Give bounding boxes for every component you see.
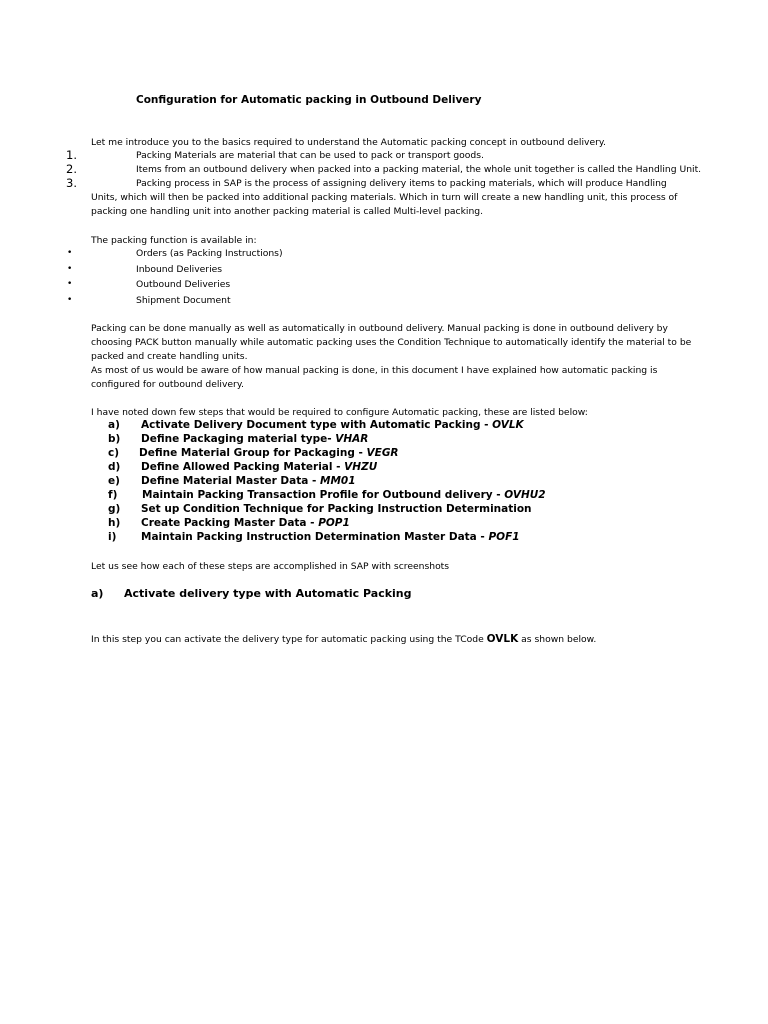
step-item — [141, 503, 532, 515]
step-tcode: VEGR — [366, 447, 399, 459]
step-tcode: OVLK — [492, 419, 524, 431]
paragraph-line: choosing PACK button manually while automatic packing uses the Condition Technique to automatically identify the material to be — [91, 337, 692, 348]
step-item — [142, 489, 546, 501]
step-a-description — [91, 632, 596, 647]
step-tcode: OVHU2 — [504, 489, 546, 501]
step-text: Set up Condition Technique for Packing Instruction Determination — [141, 503, 532, 515]
bullet-icon: • — [67, 295, 73, 305]
step-text: Define Material Master Data - — [141, 475, 320, 487]
intro-paragraph: Let me introduce you to the basics required to understand the Automatic packing concept in outbound delivery. — [91, 137, 606, 148]
step-label: e) — [108, 475, 120, 487]
step-label: c) — [108, 447, 120, 459]
step-a-text: In this step you can activate the delivery type for automatic packing using the TCode — [91, 634, 487, 645]
list-marker: 2. — [66, 162, 77, 176]
list-item: Packing process in SAP is the process of assigning delivery items to packing materials, which will produce Handling — [136, 178, 667, 189]
packing-function-intro: The packing function is available in: — [91, 235, 257, 246]
step-item — [141, 419, 524, 431]
screens-intro: Let us see how each of these steps are accomplished in SAP with screenshots — [91, 561, 450, 572]
list-item-continuation: packing one handling unit into another packing material is called Multi-level packing. — [91, 206, 484, 217]
step-tcode: POP1 — [318, 517, 350, 529]
bullet-icon: • — [67, 279, 73, 289]
list-item-continuation: Units, which will then be packed into additional packing materials. Which in turn will create a new handling unit, this process of — [91, 192, 678, 203]
paragraph-line: Packing can be done manually as well as automatically in outbound delivery. Manual packing is done in outbound delivery by — [91, 323, 668, 334]
step-text: Create Packing Master Data - — [141, 517, 319, 529]
step-a-tcode: OVLK — [486, 633, 519, 645]
step-label: f) — [108, 489, 118, 501]
step-text: Activate Delivery Document type with Automatic Packing - — [141, 419, 493, 431]
step-label: d) — [108, 461, 121, 473]
list-marker: 1. — [66, 148, 77, 162]
step-text: Maintain Packing Transaction Profile for Outbound delivery - — [142, 489, 505, 501]
step-text: Define Packaging material type- — [141, 433, 336, 445]
document-title: Configuration for Automatic packing in Outbound Delivery — [136, 94, 482, 106]
paragraph-line: packed and create handling units. — [91, 351, 248, 362]
step-a-text-end: as shown below. — [518, 634, 597, 645]
steps-intro: I have noted down few steps that would be required to configure Automatic packing, these are listed below: — [91, 407, 588, 418]
bullet-icon: • — [67, 248, 73, 258]
step-tcode: VHZU — [344, 461, 378, 473]
step-item — [141, 517, 350, 529]
step-label: a) — [108, 419, 120, 431]
step-text: Define Material Group for Packaging - — [139, 447, 367, 459]
bullet-icon: • — [67, 264, 73, 274]
step-label: b) — [108, 433, 121, 445]
step-label: h) — [108, 517, 121, 529]
step-item — [141, 433, 368, 445]
step-tcode: VHAR — [335, 433, 369, 445]
bullet-item: Inbound Deliveries — [136, 264, 223, 275]
section-label: a) — [91, 587, 104, 600]
bullet-item: Outbound Deliveries — [136, 279, 231, 290]
step-item — [141, 475, 356, 487]
step-tcode: MM01 — [320, 475, 356, 487]
step-item — [139, 447, 399, 459]
step-item — [141, 531, 520, 543]
step-label: g) — [108, 503, 121, 515]
bullet-item: Orders (as Packing Instructions) — [136, 248, 283, 259]
paragraph-line: configured for outbound delivery. — [91, 379, 244, 390]
list-marker: 3. — [66, 176, 77, 190]
step-tcode: POF1 — [488, 531, 520, 543]
section-title: Activate delivery type with Automatic Packing — [124, 587, 412, 600]
list-item: Items from an outbound delivery when packed into a packing material, the whole unit together is called the Handling Unit. — [136, 164, 702, 175]
step-text: Maintain Packing Instruction Determination Master Data - — [141, 531, 489, 543]
bullet-item: Shipment Document — [136, 295, 231, 306]
list-item: Packing Materials are material that can be used to pack or transport goods. — [136, 150, 484, 161]
step-label: i) — [108, 531, 117, 543]
paragraph-line: As most of us would be aware of how manual packing is done, in this document I have explained how automatic packing is — [91, 365, 658, 376]
step-text: Define Allowed Packing Material - — [141, 461, 345, 473]
step-item — [141, 461, 377, 473]
